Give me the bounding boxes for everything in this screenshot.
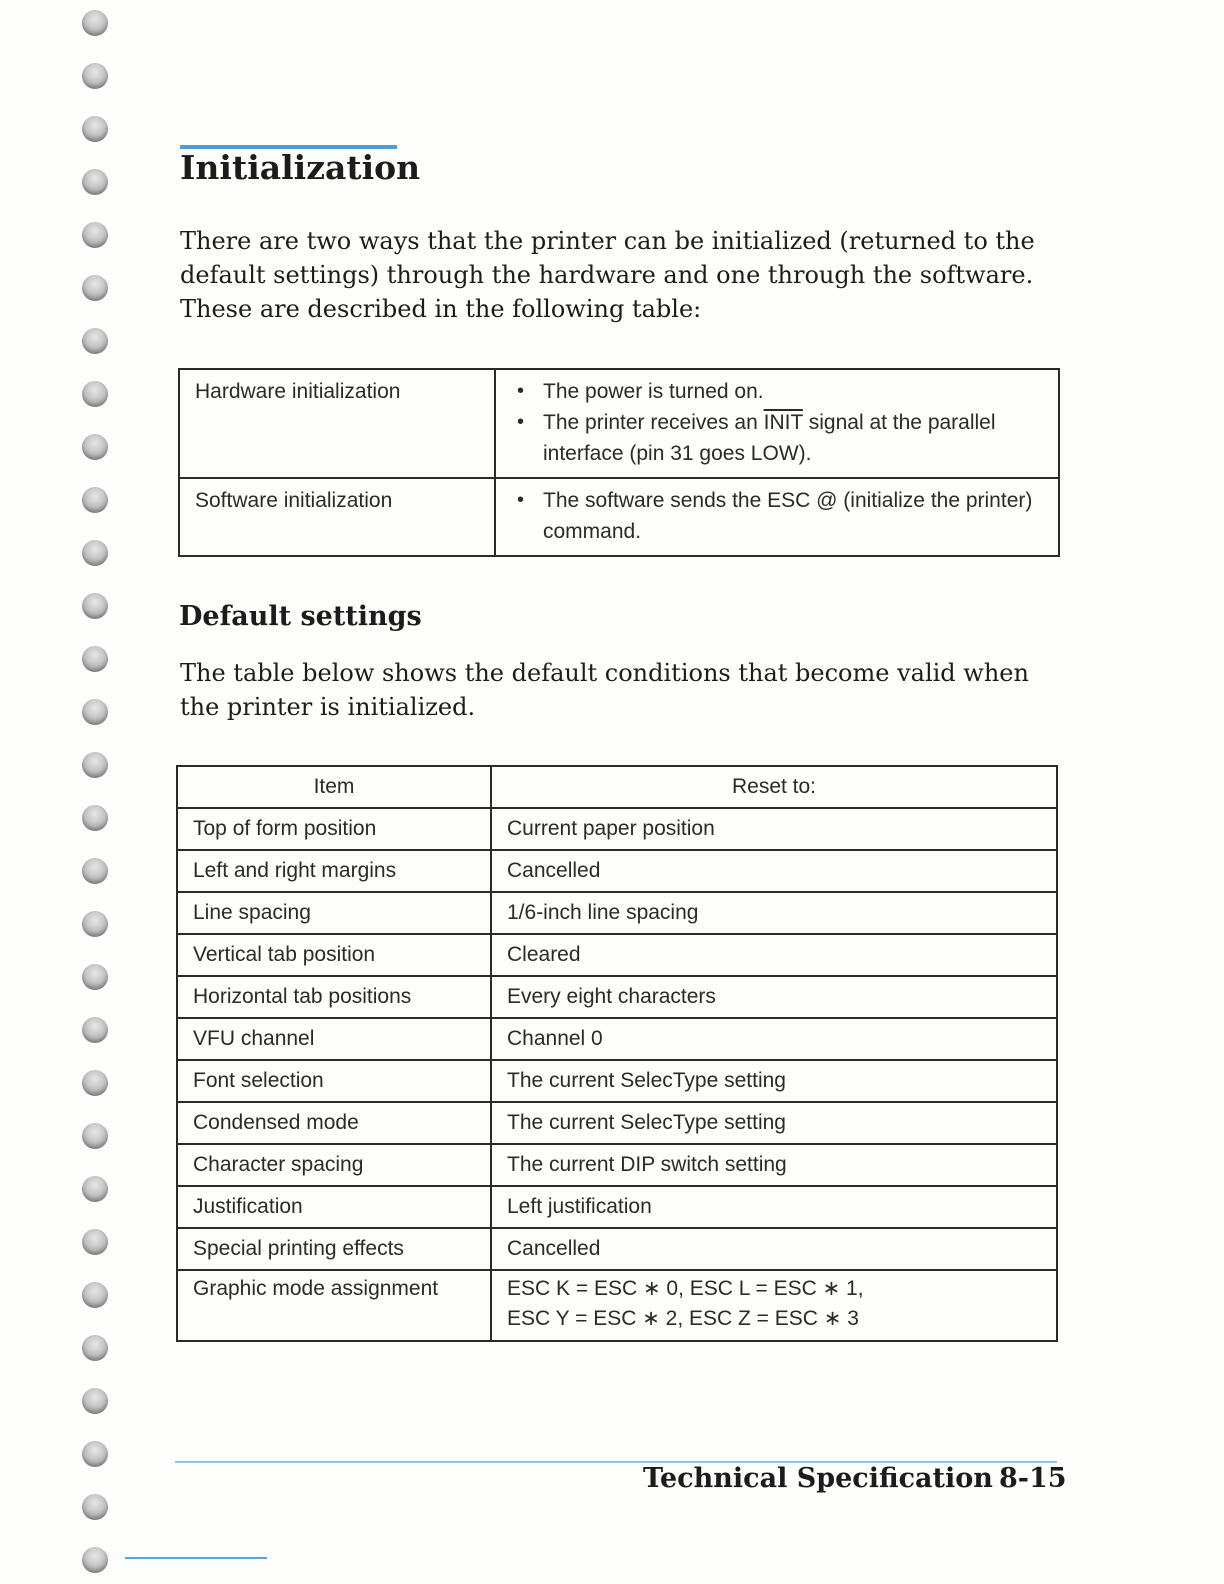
binding-hole <box>82 1176 108 1202</box>
binding-hole <box>82 381 108 407</box>
item-cell: Line spacing <box>177 892 491 934</box>
table-row <box>177 1186 1057 1228</box>
reset-cell: The current DIP switch setting <box>491 1144 1057 1186</box>
table-row <box>177 1102 1057 1144</box>
binding-hole <box>82 911 108 937</box>
defaults-intro-paragraph: The table below shows the default conditions that become valid when the printer is initialized. <box>180 659 1029 721</box>
binding-hole <box>82 1017 108 1043</box>
table-header-row <box>177 766 1057 808</box>
subsection-title: Default settings <box>179 601 422 632</box>
table-row <box>177 808 1057 850</box>
item-cell: Horizontal tab positions <box>177 976 491 1018</box>
binding-hole <box>82 1282 108 1308</box>
list-item: • The printer receives an INIT signal at the parallel interface (pin 31 goes LOW). <box>543 407 1044 469</box>
binding-hole <box>82 1388 108 1414</box>
binding-hole <box>82 540 108 566</box>
reset-cell: 1/6-inch line spacing <box>491 892 1057 934</box>
reset-cell: Every eight characters <box>491 976 1057 1018</box>
table-row <box>177 976 1057 1018</box>
binding-hole <box>82 593 108 619</box>
table-row <box>177 1228 1057 1270</box>
item-cell: Graphic mode assignment <box>177 1270 491 1341</box>
column-header-item: Item <box>177 766 491 808</box>
table-row <box>179 369 1059 478</box>
init-description-cell <box>495 369 1059 478</box>
list-item: • The power is turned on. <box>543 376 1044 407</box>
binding-hole <box>82 1229 108 1255</box>
binding-hole <box>82 805 108 831</box>
column-header-reset: Reset to: <box>491 766 1057 808</box>
binding-hole <box>82 222 108 248</box>
binding-hole <box>82 964 108 990</box>
footer-chapter-title: Technical Specification <box>643 1463 993 1494</box>
table-row <box>177 1060 1057 1102</box>
initialization-table <box>178 368 1060 557</box>
reset-cell: Left justification <box>491 1186 1057 1228</box>
binding-hole <box>82 116 108 142</box>
reset-cell: The current SelecType setting <box>491 1102 1057 1144</box>
binding-hole <box>82 169 108 195</box>
binding-hole <box>82 858 108 884</box>
reset-cell: Cleared <box>491 934 1057 976</box>
binding-hole <box>82 646 108 672</box>
item-cell: Top of form position <box>177 808 491 850</box>
item-cell: VFU channel <box>177 1018 491 1060</box>
footer-accent-line <box>125 1557 267 1559</box>
reset-cell: Channel 0 <box>491 1018 1057 1060</box>
reset-cell: The current SelecType setting <box>491 1060 1057 1102</box>
binding-hole <box>82 434 108 460</box>
item-cell: Font selection <box>177 1060 491 1102</box>
binding-hole <box>82 1070 108 1096</box>
graphic-assignment-line: ESC K = ESC ∗ 0, ESC L = ESC ∗ 1, <box>507 1277 864 1300</box>
table-row <box>177 934 1057 976</box>
binding-hole <box>82 10 108 36</box>
item-cell: Justification <box>177 1186 491 1228</box>
item-cell: Vertical tab position <box>177 934 491 976</box>
table-row <box>177 1270 1057 1341</box>
binding-hole <box>82 487 108 513</box>
item-cell: Condensed mode <box>177 1102 491 1144</box>
intro-paragraph: There are two ways that the printer can be initialized (returned to the default settings) through the hardware and one through the software. These are described in the following table: <box>180 227 1035 323</box>
graphic-assignment-line: ESC Y = ESC ∗ 2, ESC Z = ESC ∗ 3 <box>507 1307 859 1330</box>
item-cell: Special printing effects <box>177 1228 491 1270</box>
list-item: • The software sends the ESC @ (initialize the printer) command. <box>543 485 1044 547</box>
binding-hole <box>82 63 108 89</box>
binding-hole <box>82 1494 108 1520</box>
binding-hole <box>82 1123 108 1149</box>
spiral-binding <box>76 0 116 1584</box>
binding-hole <box>82 1335 108 1361</box>
reset-cell: Cancelled <box>491 1228 1057 1270</box>
table-row <box>179 478 1059 556</box>
binding-hole <box>82 1547 108 1573</box>
init-description-cell <box>495 478 1059 556</box>
init-method-cell: Hardware initialization <box>179 369 495 478</box>
reset-cell <box>491 1270 1057 1341</box>
table-row <box>177 1144 1057 1186</box>
reset-cell: Current paper position <box>491 808 1057 850</box>
table-row <box>177 850 1057 892</box>
reset-cell: Cancelled <box>491 850 1057 892</box>
default-settings-table <box>176 765 1058 1342</box>
init-method-cell: Software initialization <box>179 478 495 556</box>
item-cell: Left and right margins <box>177 850 491 892</box>
page-number: 8-15 <box>999 1463 1067 1494</box>
binding-hole <box>82 328 108 354</box>
item-cell: Character spacing <box>177 1144 491 1186</box>
section-title: Initialization <box>180 148 421 187</box>
table-row <box>177 1018 1057 1060</box>
init-signal-name: INIT <box>763 411 803 434</box>
binding-hole <box>82 699 108 725</box>
binding-hole <box>82 1441 108 1467</box>
binding-hole <box>82 752 108 778</box>
binding-hole <box>82 275 108 301</box>
table-row <box>177 892 1057 934</box>
